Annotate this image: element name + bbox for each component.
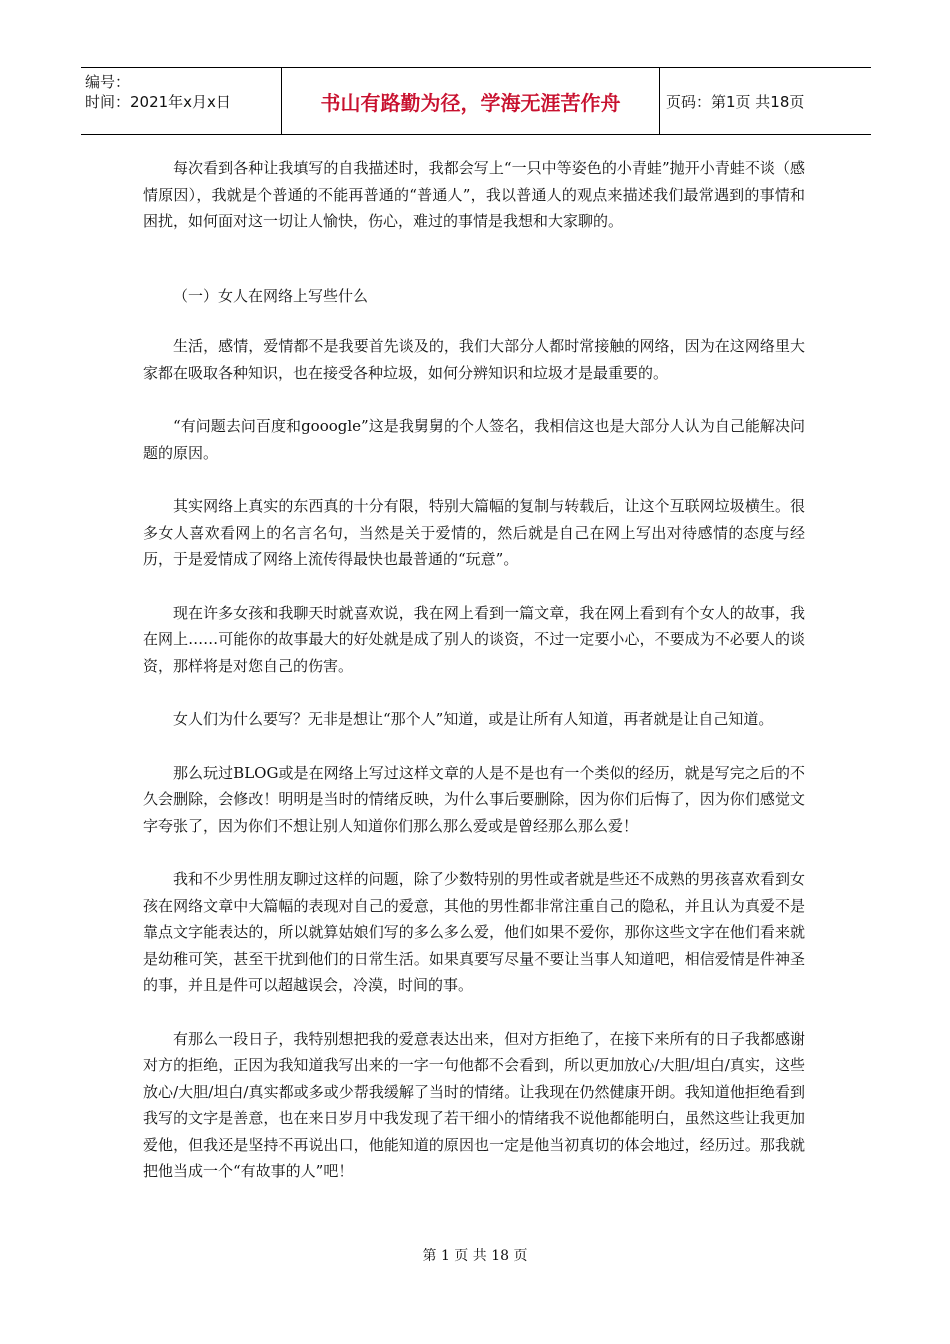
paragraph: 女人们为什么要写？无非是想让“那个人”知道，或是让所有人知道，再者就是让自己知道。	[173, 710, 774, 728]
paragraph-intro: 每次看到各种让我填写的自我描述时，我都会写上“一只中等姿色的小青蛙”抛开小青蛙不谈（感情原因），我就是个普通的不能再普通的“普通人”，我以普通人的观点来描述我们最常遇到的事情和困扰，如何面对这一切让人愉快，伤心，难过的事情是我想和大家聊的。	[143, 159, 805, 230]
paragraph: “有问题去问百度和gooogle”这是我舅舅的个人签名，我相信这也是大部分人认为自己能解决问题的原因。	[143, 417, 805, 462]
paragraph: 我和不少男性朋友聊过这样的问题，除了少数特别的男性或者就是些还不成熟的男孩喜欢看到女孩在网络文章中大篇幅的表现对自己的爱意，其他的男性都非常注重自己的隐私，并且认为真爱不是靠点文字能表达的，所以就算姑娘们写的多么多么爱，他们如果不爱你，那你这些文字在他们看来就是幼稚可笑，甚至干扰到他们的日常生活。如果真要写尽量不要让当事人知道吧，相信爱情是件神圣的事，并且是件可以超越误会，冷漠，时间的事。	[143, 870, 805, 994]
document-body	[143, 155, 805, 1212]
header-page-info: 页码：第1页 共18页	[666, 92, 805, 111]
header-motto: 书山有路勤为径，学海无涯苦作舟	[282, 68, 660, 134]
paragraph: 那么玩过BLOG或是在网络上写过这样文章的人是不是也有一个类似的经历，就是写完之后的不久会删除，会修改！明明是当时的情绪反映，为什么事后要删除，因为你们后悔了，因为你们感觉文字夸张了，因为你们不想让别人知道你们那么那么爱或是曾经那么那么爱！	[143, 763, 805, 835]
paragraph: 生活，感情，爱情都不是我要首先谈及的，我们大部分人都时常接触的网络，因为在这网络里大家都在吸取各种知识，也在接受各种垃圾，如何分辨知识和垃圾才是最重要的。	[143, 337, 805, 382]
paragraph: 有那么一段日子，我特别想把我的爱意表达出来，但对方拒绝了，在接下来所有的日子我都感谢对方的拒绝，正因为我知道我写出来的一字一句他都不会看到，所以更加放心/大胆/坦白/真实，这些放心/大胆/坦白/真实都或多或少帮我缓解了当时的情绪。让我现在仍然健康开朗。我知道他拒绝看到我写的文字是善意，也在来日岁月中我发现了若干细小的情绪我不说他都能明白，虽然这些让我更加爱他，但我还是坚持不再说出口，他能知道的原因也一定是他当初真切的体会地过，经历过。那我就把他当成一个“有故事的人”吧！	[143, 1029, 805, 1180]
number-label: 编号：	[85, 73, 131, 91]
section-heading: （一）女人在网络上写些什么	[173, 286, 369, 305]
paragraph: 其实网络上真实的东西真的十分有限，特别大篇幅的复制与转载后，让这个互联网垃圾横生。很多女人喜欢看网上的名言名句，当然是关于爱情的，然后就是自己在网上写出对待感情的态度与经历，于是爱情成了网络上流传得最快也最普通的“玩意”。	[143, 497, 805, 568]
page-footer: 第 1 页 共 18 页	[422, 1248, 528, 1264]
paragraph: 现在许多女孩和我聊天时就喜欢说，我在网上看到一篇文章，我在网上看到有个女人的故事，我在网上……可能你的故事最大的好处就是成了别人的谈资，不过一定要小心，不要成为不必要人的谈资，那样将是对您自己的伤害。	[143, 603, 805, 675]
page-header	[81, 67, 871, 135]
header-meta	[81, 68, 282, 134]
date-label: 时间：2021年x月x日	[85, 93, 231, 111]
